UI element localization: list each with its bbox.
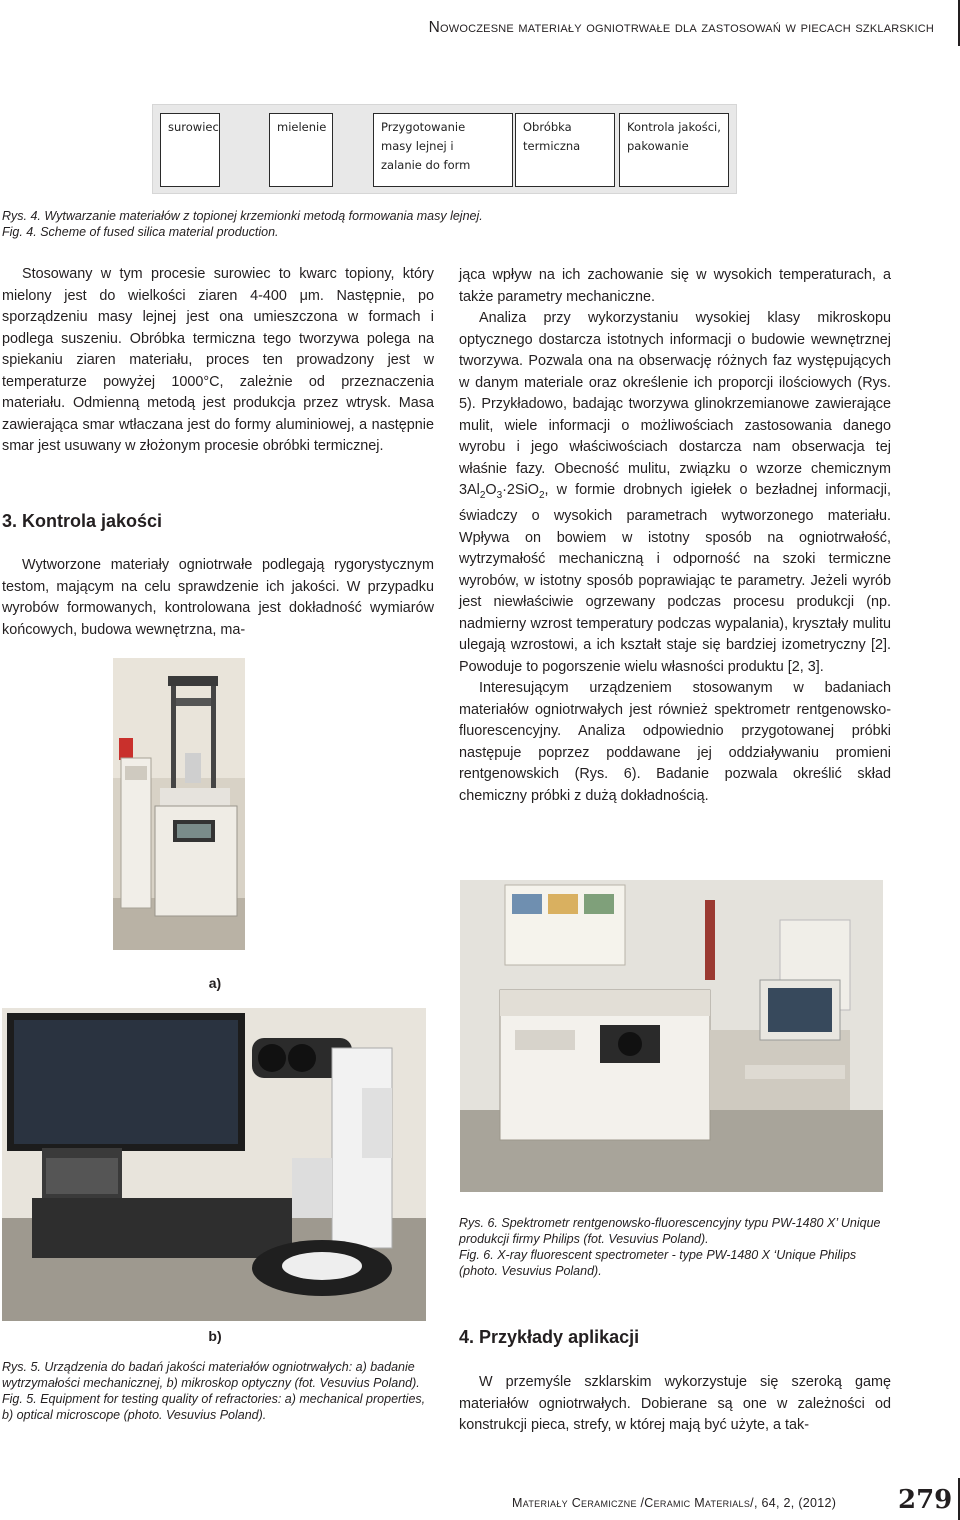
flow-step-label: Przygotowanie masy lejnej i zalanie do form — [381, 120, 471, 172]
formula-subscript: 2 — [479, 489, 486, 501]
flow-step — [619, 113, 729, 187]
flow-step — [160, 113, 220, 187]
section-heading: 3. Kontrola jakości — [2, 511, 163, 531]
flow-step — [373, 113, 513, 187]
fig5-caption — [2, 1359, 434, 1423]
flow-step-label: Kontrola jakości, pakowanie — [627, 120, 721, 153]
paragraph: jąca wpływ na ich zachowanie się w wysokich temperaturach, a także parametry mechaniczne. — [459, 267, 891, 305]
flow-step-label: surowiec — [168, 120, 219, 134]
left-column — [2, 264, 434, 458]
paragraph — [459, 308, 891, 678]
formula-subscript: 2 — [538, 489, 545, 501]
flow-step-label: Obróbka termiczna — [523, 120, 581, 153]
photo-mechanical-tester — [113, 658, 245, 950]
fig6-caption-en: Fig. 6. X-ray fluorescent spectrometer - type PW-1480 X ‘Unique Philips (photo. Vesuvius Poland). — [459, 1248, 857, 1278]
fig4-caption — [2, 208, 762, 240]
fig4-caption-en: Fig. 4. Scheme of fused silica material production. — [2, 225, 279, 239]
fig5a-label: a) — [208, 975, 222, 991]
flow-step-label: mielenie — [277, 120, 327, 134]
fig5b-label: b) — [208, 1328, 222, 1344]
photo-xrf-spectrometer — [460, 880, 883, 1192]
flow-step — [515, 113, 615, 187]
paragraph: Wytworzone materiały ogniotrwałe podlegają rygorystycznym testom, mającym na celu sprawdzenie ich jakości. W przypadku wyrobów formowanych, kontrolowana jest dokładność wymiarów końcowych, budowa wewnętrzna, ma- — [2, 557, 434, 638]
page-number: 279 — [898, 1485, 953, 1515]
paragraph-part: Analiza przy wykorzystaniu wysokiej klasy mikroskopu optycznego dostarcza istotnych informacji o budowie wewnętrznej tworzywa. Pozwala ona na obserwację różnych faz występujących w danym materiale oraz określenie ich proporcji ilościowych (Rys. 5). Przykładowo, badając tworzywa glinokrzemianowe zawierające mulit, wiele informacji o możliwościach zastosowania danego wyrobu i jego właściwościach dostarcza nam obserwacja tej właśnie fazy. Obecność mulitu, związku o wzorze chemicznym 3Al — [459, 310, 891, 498]
flow-step — [269, 113, 333, 187]
fig6-caption-pl: Rys. 6. Spektrometr rentgenowsko-fluorescencyjny typu PW-1480 X’ Unique produkcji firmy Philips (fot. Vesuvius Poland). — [459, 1216, 881, 1246]
section-heading: 4. Przykłady aplikacji — [459, 1327, 640, 1347]
fig5-caption-en: Fig. 5. Equipment for testing quality of refractories: a) mechanical properties, b) optical microscope (photo. Vesuvius Poland). — [2, 1392, 426, 1422]
photo-optical-microscope — [2, 1008, 426, 1321]
fig5-caption-pl: Rys. 5. Urządzenia do badań jakości materiałów ogniotrwałych: a) badanie wytrzymałości mechanicznej, b) mikroskop optyczny (fot. Vesuvius Poland). — [2, 1360, 420, 1390]
paragraph: Interesującym urządzeniem stosowanym w badaniach materiałów ogniotrwałych jest również spektrometr rentgenowsko-fluorescencyjny. Analiza odpowiednio przygotowanej próbki następuje poprzez poddawane jej oddziaływaniu promieni rentgenowskich (Rys. 6). Badanie pozwala określić skład chemiczny próbki z dużą dokładnością. — [459, 680, 891, 804]
journal-footer: Materiały Ceramiczne /Ceramic Materials/, 64, 2, (2012) — [512, 1496, 837, 1510]
paragraph: Stosowany w tym procesie surowiec to kwarc topiony, który mielony jest do wielkości ziaren 4-400 μm. Następnie, po sporządzeniu masy lejnej jest ona umieszczona w formach i podlega suszeniu. Obróbka termiczna tego tworzywa polega na spiekaniu ziaren materiału, proces ten prowadzony jest w temperaturze powyżej 1000°C, zależnie od przeznaczenia materiału. Odmienną metodą jest produkcja przez wtrysk. Masa zawierająca smar wtłaczana jest do formy aluminiowej, a następnie smar jest usuwany w złożonym procesie obróbki termicznej. — [2, 266, 434, 454]
paragraph-part: , w formie drobnych igiełek o bezładnej informacji, świadczy o wysokich parametrach wytworzonego materiału. Wpływa on bowiem w istotny sposób na ogniotrwałość, wytrzymałość mechaniczną i odporność na szoki termiczne wyrobów, w istotny sposób poprawiając te parametry. Jeżeli wyrób jest niewłaściwie ogrzewany podczas procesu produkcji (np. nadmierny wzrost temperatury podczas wypalania), kryształy mulitu ulegają wzrostowi, a ich kształt staje się bardziej izometryczny [2]. Powoduje to pogorszenie wielu własności produktu [2, 3]. — [459, 482, 891, 675]
fig4-caption-pl: Rys. 4. Wytwarzanie materiałów z topionej krzemionki metodą formowania masy lejnej. — [2, 209, 483, 223]
running-header: Nowoczesne materiały ogniotrwałe dla zastosowań w piecach szklarskich — [428, 19, 934, 36]
section4-text — [459, 1372, 891, 1437]
formula-subscript: 3 — [496, 489, 503, 501]
formula-part: O — [485, 482, 497, 498]
fig6-caption — [459, 1215, 891, 1279]
process-flow-diagram — [152, 104, 737, 194]
formula-part: ·2SiO — [502, 482, 539, 498]
paragraph: W przemyśle szklarskim wykorzystuje się szeroką gamę materiałów ogniotrwałych. Dobierane są one w zależności od konstrukcji pieca, strefy, w której mają być użyte, a tak- — [459, 1374, 891, 1433]
right-column — [459, 265, 891, 807]
left-column-lower — [2, 555, 434, 641]
